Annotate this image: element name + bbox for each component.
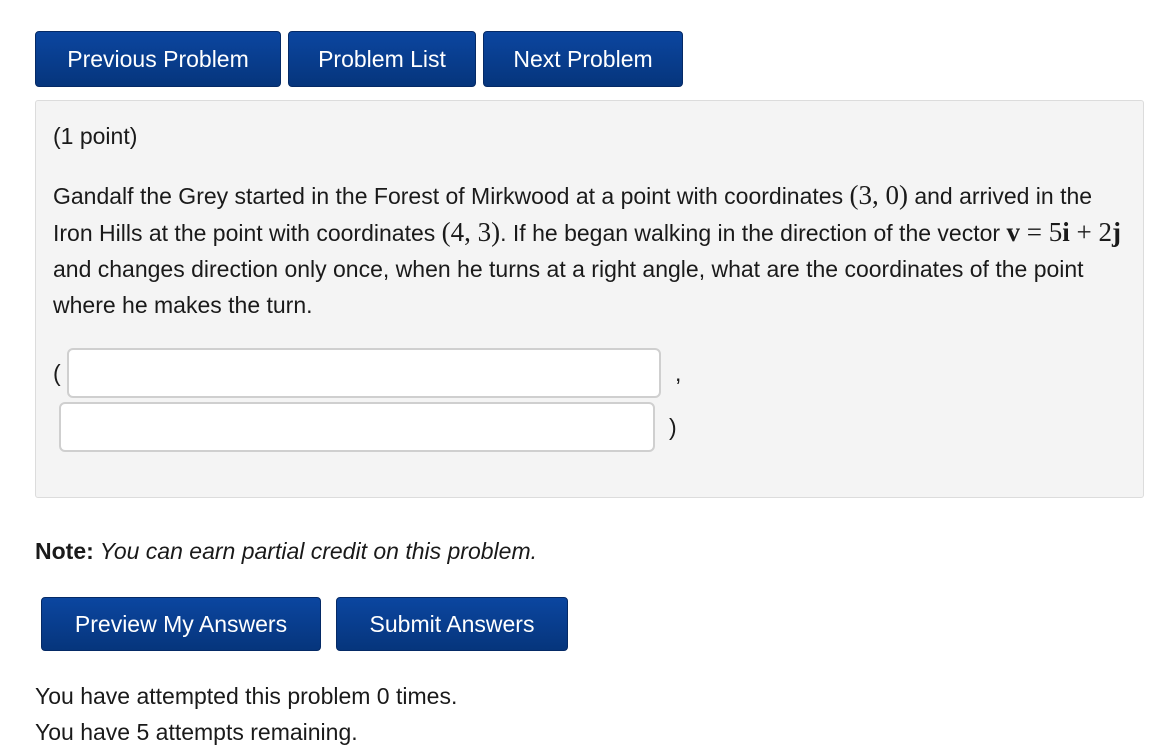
partial-credit-note bbox=[35, 538, 537, 565]
start-coordinates: (3, 0) bbox=[849, 180, 908, 210]
end-coordinates: (4, 3) bbox=[441, 217, 501, 247]
note-label: Note: bbox=[35, 538, 94, 564]
statement-text-2: and arrived in the Iron Hills at the point with coordinates bbox=[53, 183, 1093, 246]
close-paren: ) bbox=[669, 413, 677, 440]
attempts-remaining-text: You have 5 attempts remaining. bbox=[35, 719, 358, 745]
attempted-count-text: You have attempted this problem 0 times. bbox=[35, 683, 458, 709]
preview-answers-button[interactable]: Preview My Answers bbox=[41, 597, 321, 651]
statement-text-1: Gandalf the Grey started in the Forest of Mirkwood at a point with coordinates bbox=[53, 183, 850, 209]
answer-comma: , bbox=[675, 359, 682, 386]
vector-plus: + bbox=[1069, 217, 1099, 247]
problem-nav bbox=[35, 31, 683, 87]
statement-text-3: . If he began walking in the direction of the vector bbox=[500, 220, 1007, 246]
vector-coef-i: 5 bbox=[1048, 217, 1063, 247]
attempts-status bbox=[35, 678, 457, 750]
problem-list-button[interactable]: Problem List bbox=[288, 31, 476, 87]
open-paren: ( bbox=[53, 359, 61, 386]
submit-answers-button[interactable]: Submit Answers bbox=[336, 597, 568, 651]
problem-panel bbox=[35, 100, 1144, 498]
answer-y-input[interactable] bbox=[59, 402, 655, 452]
vector-j: j bbox=[1111, 217, 1121, 247]
answer-row-x bbox=[53, 348, 681, 398]
previous-problem-button[interactable]: Previous Problem bbox=[35, 31, 281, 87]
problem-statement bbox=[53, 177, 1128, 323]
answer-actions bbox=[41, 597, 568, 651]
vector-coef-j: 2 bbox=[1098, 217, 1112, 247]
answer-row-y bbox=[59, 402, 677, 452]
note-text: You can earn partial credit on this problem. bbox=[93, 538, 538, 564]
answer-x-input[interactable] bbox=[67, 348, 661, 398]
vector-i: i bbox=[1062, 217, 1070, 247]
statement-text-4: and changes direction only once, when he turns at a right angle, what are the coordinates of the point where he makes the turn. bbox=[53, 256, 1084, 318]
next-problem-button[interactable]: Next Problem bbox=[483, 31, 683, 87]
problem-points: (1 point) bbox=[53, 123, 138, 149]
vector-name: v bbox=[1006, 217, 1020, 247]
vector-equals: = bbox=[1019, 217, 1049, 247]
